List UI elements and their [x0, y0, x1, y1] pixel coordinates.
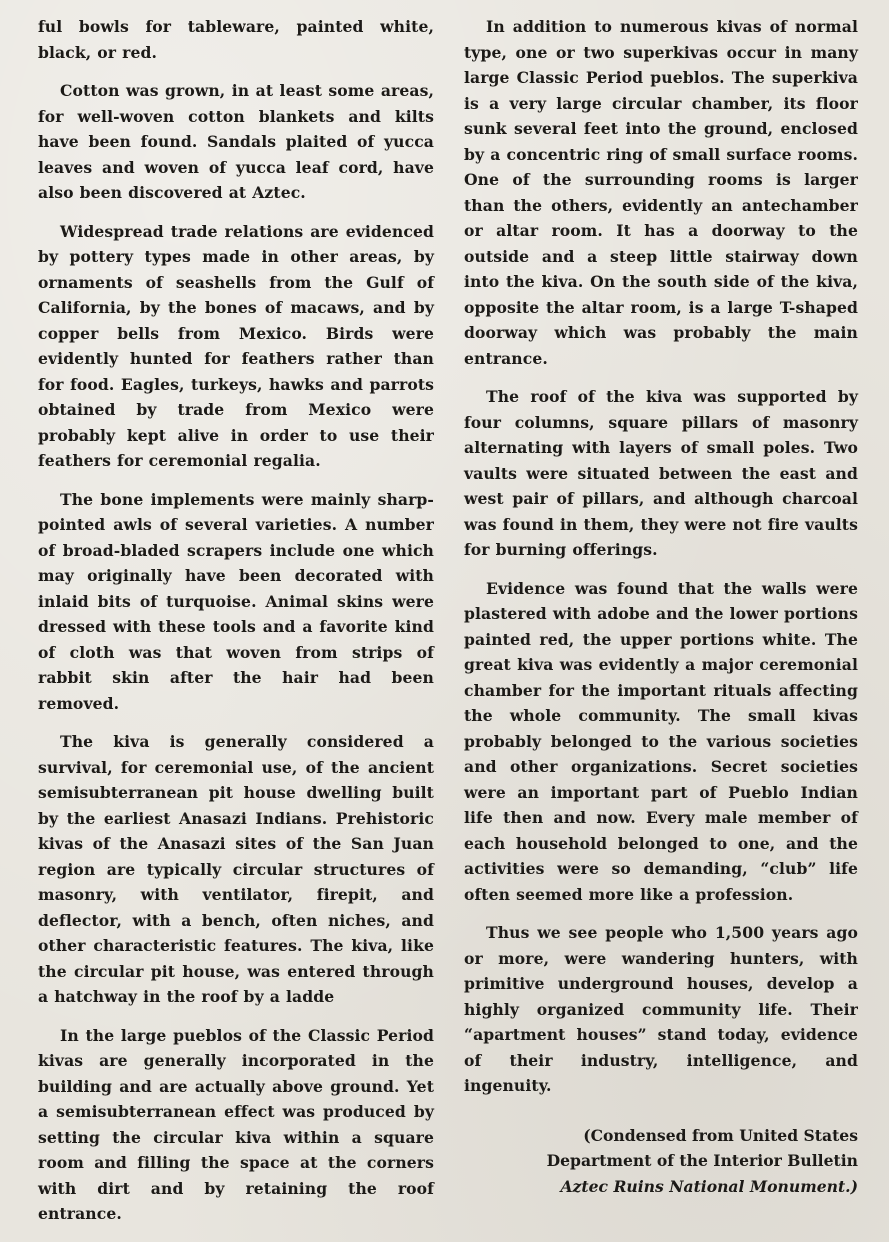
paragraph-bone-implements: The bone implements were mainly sharp-pointed awls of several varieties. A number of broad-bladed scrapers include one which may originally have been decorated with inlaid bits of turquoise. Animal skins were dressed with these tools and a favorite kind of cloth was that woven from strips of rabbit skin after the hair had been removed.: [38, 489, 434, 713]
paragraph-plastered-walls: Evidence was found that the walls were plastered with adobe and the lower portions painted red, the upper portions white. The great kiva was evidently a major ceremonial chamber for the important rituals affecting the whole community. The small kivas probably belonged to the various societies and other organizations. Secret societies were an important part of Pueblo Indian life then and now. Every male member of each household belonged to one, and the activities were so demanding, “club” life often seemed more like a profession.: [464, 578, 858, 904]
right-column: [464, 14, 858, 1199]
paragraph-classic-period-kivas: In the large pueblos of the Classic Period kivas are generally incorporated in the building and are actually above ground. Yet a semisubterranean effect was produced by setting the circular kiva within a square room and filling the space at the corners with dirt and by retaining the roof entrance.: [38, 1025, 434, 1223]
paragraph-tableware: ful bowls for tableware, painted white, black, or red.: [38, 17, 434, 62]
paragraph-superkivas: In addition to numerous kivas of normal type, one or two superkivas occur in many large Classic Period pueblos. The superkiva is a very large circular chamber, its floor sunk several feet into the ground, enclosed by a concentric ring of small surface rooms. One of the surrounding rooms is larger than the others, evidently an antechamber or altar room. It has a doorway to the outside and a steep little stairway down into the kiva. On the south side of the kiva, opposite the altar room, is a large T-shaped doorway which was probably the main entrance.: [464, 17, 858, 368]
paragraph-kiva-survival: The kiva is generally considered a survival, for ceremonial use, of the ancient semisubterranean pit house dwelling built by the earliest Anasazi Indians. Prehistoric kivas of the Anasazi sites of the San Juan region are typically circular structures of masonry, with ventilator, firepit, and deflector, with a bench, often niches, and other characteristic features. The kiva, like the circular pit house, was entered through a hatchway in the roof by a ladde: [38, 732, 434, 1006]
paragraph-trade-relations: Widespread trade relations are evidenced by pottery types made in other areas, by ornaments of seashells from the Gulf of California, by the bones of macaws, and by copper bells from Mexico. Birds were evidently hunted for feathers rather than for food. Eagles, turkeys, hawks and parrots obtained by trade from Mexico were probably kept alive in order to use their feathers for ceremonial regalia.: [38, 221, 434, 470]
credit-line-2: Department of the Interior Bulletin: [546, 1151, 858, 1170]
left-column: [38, 14, 434, 1240]
source-credit: [464, 1123, 858, 1200]
paragraph-conclusion: Thus we see people who 1,500 years ago or more, were wandering hunters, with primitive underground houses, develop a highly organized community life. Their “apartment houses” stand today, evidence of their industry, intelligence, and ingenuity.: [464, 923, 858, 1095]
paragraph-kiva-roof: The roof of the kiva was supported by four columns, square pillars of masonry alternating with layers of small poles. Two vaults were situated between the east and west pair of pillars, and although charcoal was found in them, they were not fire vaults for burning offerings.: [464, 387, 858, 559]
credit-line-1: (Condensed from United States: [583, 1125, 858, 1145]
credit-publication-title: Aztec Ruins National Monument.): [560, 1176, 858, 1196]
paragraph-cotton: Cotton was grown, in at least some areas, for well-woven cotton blankets and kilts have been found. Sandals plaited of yucca leaves and woven of yucca leaf cord, have also been discovered at Aztec.: [38, 81, 434, 202]
